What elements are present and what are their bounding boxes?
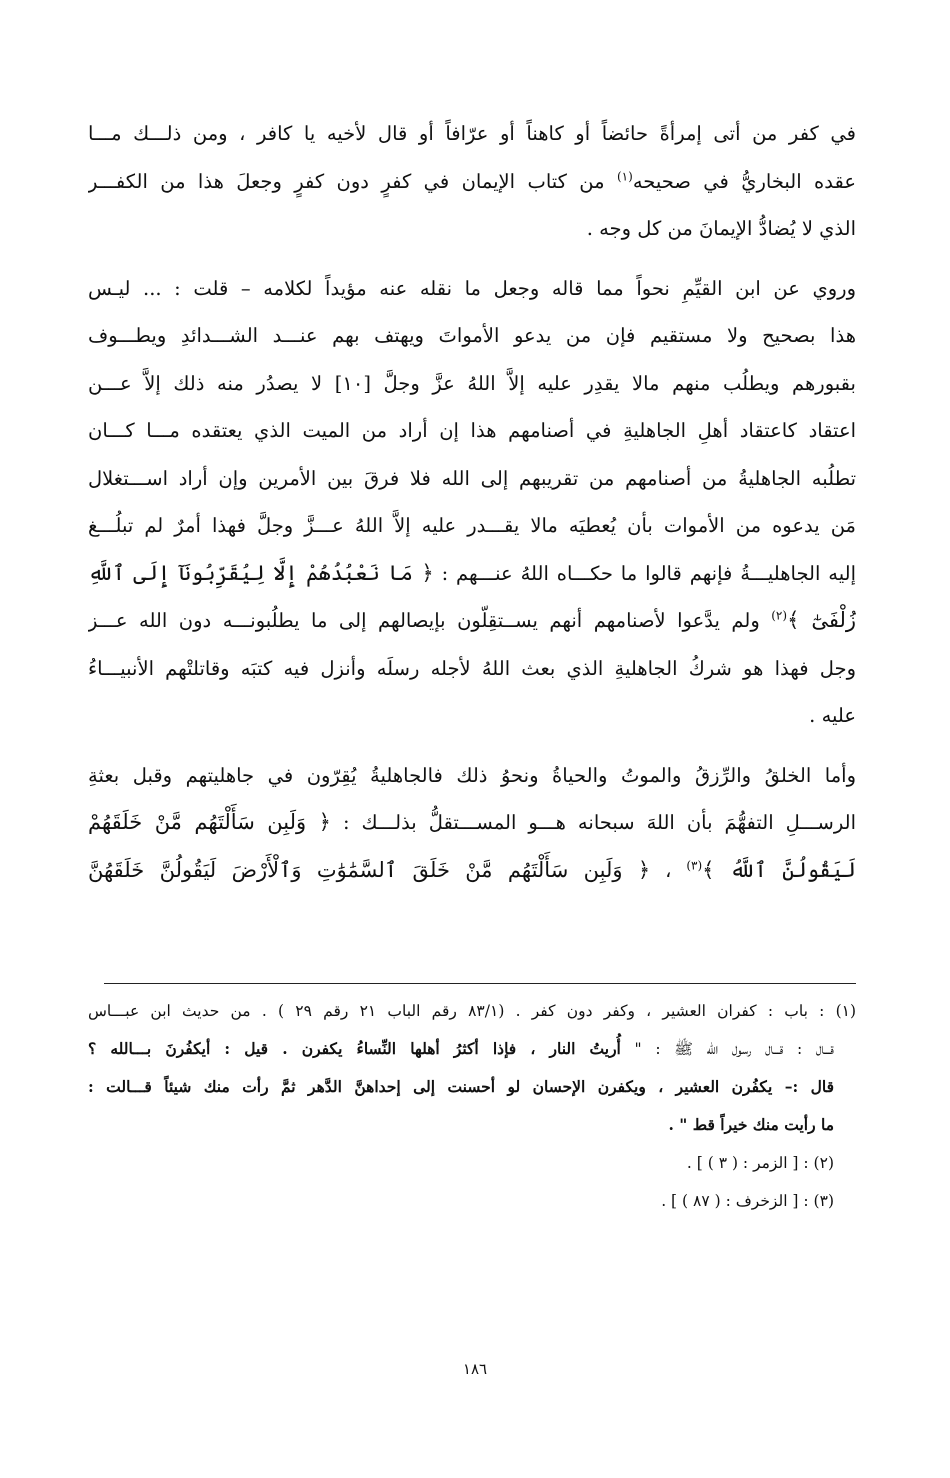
text-segment: ، — [650, 858, 687, 882]
text-segment: إليه الجاهليـــةُ فإنهم قالوا ما حكـــاه اللهُ عنـــهم : — [441, 561, 856, 585]
text-line: الذي لا يُضادُّ الإيمانَ من كل وجه . — [586, 217, 856, 240]
text-line: وأما الخلقُ والرِّزقُ والموتُ والحياةُ ونحوُ ذلك فالجاهليةُ يُقِرّون في جاهليتهم وقبل بعثةِ — [88, 763, 856, 787]
main-text — [88, 110, 856, 894]
hadith-text: قال :– يكفُرن العشير ، ويكفرن الإحسان لو أحسنت إلى إحداهنَّ الدَّهر ثمَّ رأت منك شيئاً قـــالت : — [88, 1077, 834, 1096]
page-content — [88, 110, 856, 1460]
hadith-text: ما رأيت منك خيراً قط " . — [668, 1115, 834, 1134]
text-line — [88, 799, 856, 847]
footnote-2: (٢) : [ الزمر : ( ٣ ) ] . — [686, 1154, 834, 1172]
footnote-ref[interactable]: (٣) — [686, 858, 703, 872]
text-segment: ولم يدَّعوا لأصنامهم أنهم يســتقِلّون بإيصالهم إلى ما يطلُبونـــه دون الله عـــز — [88, 609, 772, 632]
quran-quote: ﴿ وَلَبِن سَأَلْتَهُم مَّنْ خَلَقَ ٱلسَّمَٰوَٰتِ وَٱلْأَرْضَ لَيَقُولُنَّ خَلَقَهُنَّ — [88, 857, 651, 882]
quran-quote: ﴿ وَلَبِن سَأَلْتَهُم مَّنْ خَلَقَهُمْ — [88, 810, 331, 834]
paragraph-gap — [88, 740, 856, 752]
quran-quote: زُلْفَىٰٓ ﴾ — [787, 608, 856, 632]
text-line — [88, 550, 856, 598]
text-line: مَن يدعوه من الأموات بأن يُعطيَه مالا يقـــدر عليه إلاَّ اللهُ عـــزَّ وجلَّ فهذا أمرٌ لم تبلُـــغ — [88, 514, 856, 537]
text-line: في كفر من أتى إمرأةً حائضاً أو كاهناً أو عرّافاً أو قال لأخيه يا كافر ، ومن ذلـــك مـــا — [88, 122, 856, 145]
text-line: تطلُبه الجاهليةُ من أصنامهم من تقريبهم إلى الله فلا فرقَ بين الأمرين وإن أراد اســـتغلال — [88, 466, 856, 490]
text-line: بقبورهم ويطلُب منهم مالا يقدِر عليه إلاَّ اللهُ عزَّ وجلَّ [١٠] لا يصدُر منه ذلك إلاَّ عـــن — [88, 371, 856, 395]
footnote-1: (١) : باب : كفران العشير ، وكفر دون كفر . (٨٣/١ رقم الباب ٢١ رقم ٢٩ ) . من حديث ابن عبـــاس — [88, 1002, 856, 1020]
text-line: وروي عن ابن القيِّمِ نحواً مما قاله وجعل ما نقله عنه مؤيداً لكلامه – قلت : ... ليـس — [88, 276, 856, 300]
text-line — [88, 158, 856, 206]
quran-quote: ﴿ مَا نَعْبُدُهُمْ إِلَّا لِيُقَرِّبُونَآ إِلَى ٱللَّهِ — [88, 560, 434, 585]
footnote-3: (٣) : [ الزخرف : ( ٨٧ ) ] . — [661, 1192, 834, 1210]
text-segment: من كتاب الإيمان في كفرٍ دون كفرٍ وجعلَ هذا من الكفـــر — [88, 169, 617, 193]
text-segment: عقده البخاريُّ في صحيحه — [632, 169, 856, 193]
text-line — [88, 847, 856, 895]
text-segment: قـــال : قـــال رسول الله ﷺ : " — [634, 1040, 834, 1058]
text-line: هذا بصحيح ولا مستقيم فإن من يدعو الأمواتَ ويهتف بهم عنـــد الشـــدائدِ ويطـــوف — [88, 324, 856, 347]
footnote-ref[interactable]: (١) — [616, 169, 633, 183]
text-line: اعتقاد كاعتقاد أهلِ الجاهليةِ في أصنامهم هذا إن أراد من الميت الذي يعتقده مـــا كـــان — [88, 419, 856, 442]
footnotes — [88, 992, 856, 1220]
footnote-ref[interactable]: (٢) — [771, 608, 788, 623]
text-segment: الرســـلِ التفهُّمَ بأن اللهَ سبحانه هـــو المســـتقلُّ بذلـــك : — [342, 811, 856, 834]
hadith-text: أُريتُ النار ، فإذا أكثرُ أهلها النِّساءُ يكفرن . قيل : أيكفُرنَ بـــالله ؟ — [88, 1039, 621, 1058]
text-line — [88, 597, 856, 645]
text-line: وجل فهذا هو شركُ الجاهليةِ الذي بعث اللهُ لأجله رسلَه وأنزل فيه كتبَه وقاتلتْهم الأنبيـــاءُ — [88, 656, 856, 680]
page-number: ١٨٦ — [462, 1360, 488, 1378]
text-line: عليه . — [809, 704, 856, 727]
footnote-separator — [104, 983, 856, 984]
paragraph-gap — [88, 253, 856, 265]
footnote-1-line — [88, 1030, 856, 1068]
quran-quote: لَيَقُولُنَّ ٱللَّهُ ﴾ — [702, 857, 856, 882]
